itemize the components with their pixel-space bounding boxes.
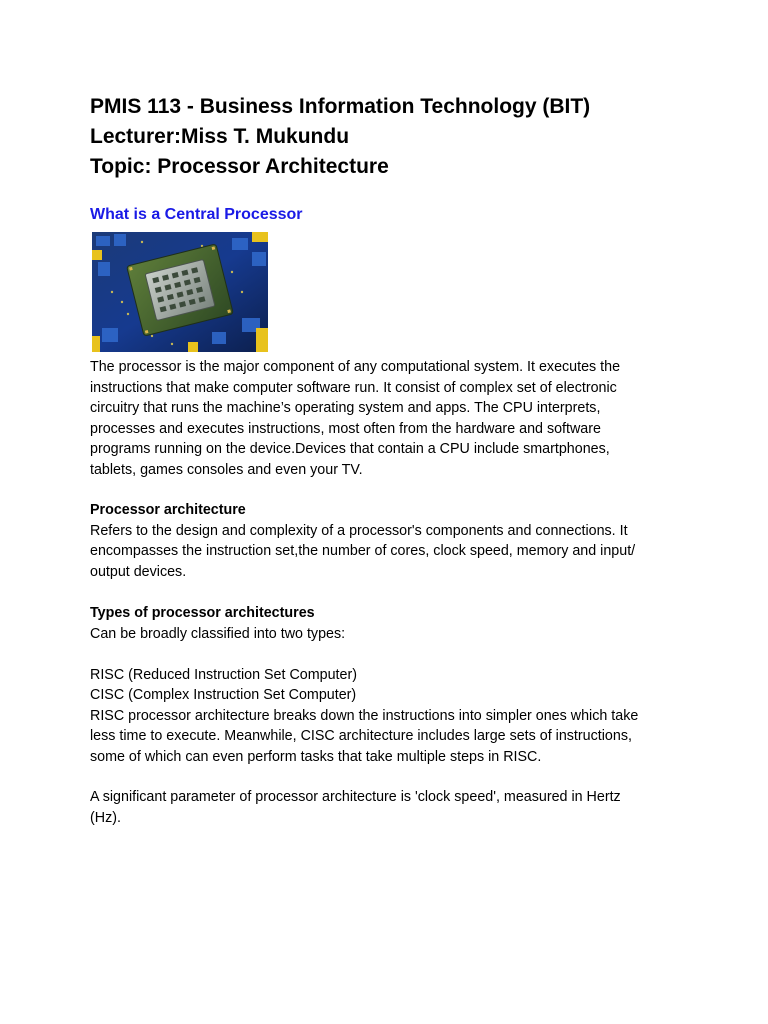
clock-section — [90, 787, 690, 828]
architecture-heading: Processor architecture — [90, 502, 246, 518]
clock-line: (Hz). — [90, 809, 121, 826]
intro-line: processes and executes instructions, most often from the hardware and software — [90, 420, 601, 437]
architecture-line: output devices. — [90, 563, 187, 580]
types-intro: Can be broadly classified into two types: — [90, 625, 346, 642]
document-page — [90, 92, 690, 826]
architecture-section — [90, 500, 690, 582]
intro-paragraph — [90, 357, 690, 480]
clock-line: A significant parameter of processor architecture is 'clock speed', measured in Hertz — [90, 789, 621, 805]
intro-line: instructions that make computer software run. It consist of complex set of electronic — [90, 379, 617, 396]
types-line: RISC processor architecture breaks down the instructions into simpler ones which take — [90, 707, 639, 724]
intro-line: The processor is the major component of any computational system. It executes the — [90, 359, 621, 375]
architecture-line: encompasses the instruction set,the number of cores, clock speed, memory and input/ — [90, 543, 636, 559]
course-title: PMIS 113 - Business Information Technology (BIT) — [90, 95, 591, 118]
intro-line: tablets, games consoles and even your TV. — [90, 461, 363, 478]
risc-item: RISC (Reduced Instruction Set Computer) — [90, 666, 357, 683]
types-heading: Types of processor architectures — [90, 605, 315, 621]
intro-line: circuitry that runs the machine’s operating system and apps. The CPU interprets, — [90, 400, 601, 416]
topic-title: Topic: Processor Architecture — [90, 155, 389, 178]
cisc-item: CISC (Complex Instruction Set Computer) — [90, 687, 357, 703]
types-line: less time to execute. Meanwhile, CISC architecture includes large sets of instructions, — [90, 728, 632, 744]
section-heading: What is a Central Processor — [90, 206, 303, 223]
intro-line: programs running on the device.Devices that contain a CPU include smartphones, — [90, 441, 610, 457]
lecturer-title: Lecturer:Miss T. Mukundu — [90, 125, 350, 148]
types-line: some of which can even perform tasks that take multiple steps in RISC. — [90, 748, 542, 765]
architecture-line: Refers to the design and complexity of a processor's components and connections. It — [90, 522, 628, 539]
cpu-chip-photo — [92, 232, 268, 352]
types-section — [90, 603, 690, 767]
